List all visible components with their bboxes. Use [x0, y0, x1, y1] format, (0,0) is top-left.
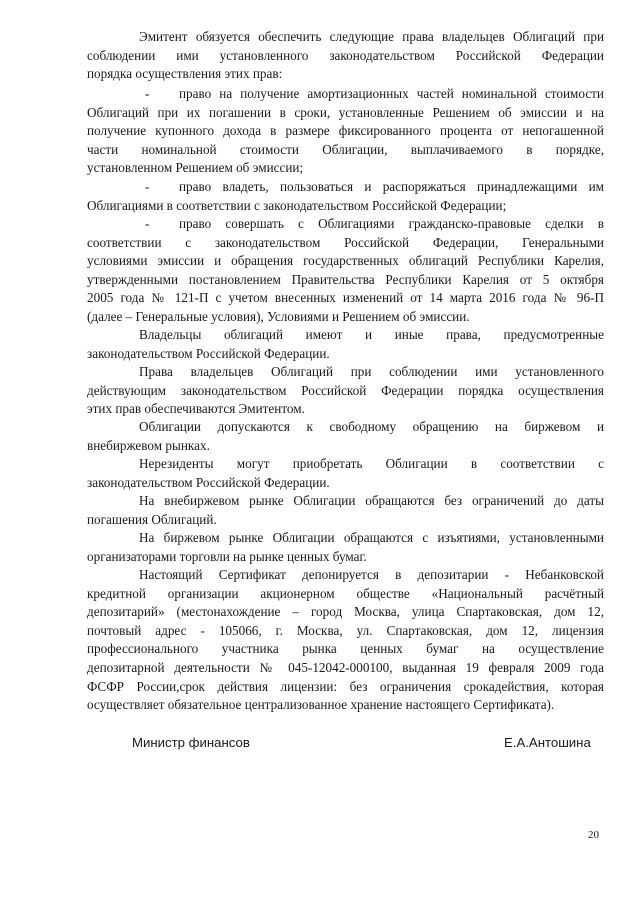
text-line: право на получение амортизационных частей номинальной стоимости [179, 86, 604, 101]
text-line: профессионального участника рынка ценных бумаг на осуществление [87, 641, 604, 657]
text-line: кредитной организации акционерном обществе «Национальный расчётный [87, 585, 604, 601]
signature-name: Е.А.Антошина [504, 735, 591, 750]
text-line: организаторами торговли на рынке ценных бумаг. [87, 548, 367, 564]
text-line: соответствии с законодательством Российской Федерации, Генеральными [87, 234, 604, 250]
text-line: Нерезиденты могут приобретать Облигации в соответствии с [139, 456, 604, 471]
text-line: почтовый адрес - 105066, г. Москва, ул. Спартаковская, дом 12, лицензия [87, 622, 604, 638]
text-line: На биржевом рынке Облигации обращаются с изъятиями, установленными [139, 530, 604, 545]
paragraph-other-rights [87, 326, 604, 363]
text-line: получение купонного дохода в размере фиксированного процента от непогашенной [87, 123, 604, 139]
list-item-transactions-right [87, 215, 604, 327]
paragraph-free-circulation [87, 418, 604, 455]
paragraph-exchange-market [87, 529, 604, 566]
list-item-ownership-right [87, 178, 604, 215]
text-line: Облигации допускаются к свободному обращению на биржевом и [139, 419, 604, 434]
paragraph-depository [87, 566, 604, 715]
paragraph-otc-market [87, 492, 604, 529]
page-number: 20 [588, 829, 599, 841]
list-bullet: - [145, 216, 150, 231]
text-line: утвержденными постановлением Правительства Республики Карелия от 5 октября [87, 271, 604, 287]
text-line: ФСФР России,срок действия лицензии: без ограничения срокадействия, которая [87, 678, 604, 694]
text-line: право совершать с Облигациями гражданско-правовые сделки в [179, 216, 604, 231]
text-line: этих прав обеспечиваются Эмитентом. [87, 401, 305, 417]
text-line: Эмитент обязуется обеспечить следующие права владельцев Облигаций при [139, 29, 604, 44]
text-line: осуществляет обязательное централизованное хранение настоящего Сертификата). [87, 697, 555, 713]
text-line: Облигаций при их погашении в сроки, установленные Решением об эмиссии и на [87, 104, 604, 120]
text-line: соблюдении ими установленного законодательством Российской Федерации [87, 47, 604, 63]
text-line: установленном Решением об эмиссии; [87, 160, 304, 176]
text-line: законодательством Российской Федерации. [87, 345, 330, 361]
signature-title: Министр финансов [132, 735, 250, 750]
text-line: действующим законодательством Российской Федерации порядка осуществления [87, 382, 604, 398]
text-line: 2005 года № 121-П с учетом внесенных изменений от 14 марта 2016 года № 96-П [87, 290, 604, 306]
text-line: внебиржевом рынках. [87, 437, 210, 453]
paragraph-rights-intro [87, 28, 604, 84]
text-line: порядка осуществления этих прав: [87, 66, 283, 82]
text-line: депозитарий» (местонахождение – город Москва, улица Спартаковская, дом 12, [87, 604, 604, 620]
text-line: условиями эмиссии и обращения государственных облигаций Республики Карелия, [87, 253, 604, 269]
text-line: Владельцы облигаций имеют и иные права, предусмотренные [139, 327, 604, 342]
paragraph-rights-ensured [87, 363, 604, 419]
text-line: Настоящий Сертификат депонируется в депозитарии - Небанковской [139, 567, 604, 582]
list-bullet: - [145, 179, 150, 194]
list-item-amortization-right [87, 85, 604, 178]
text-line: части номинальной стоимости Облигации, выплачиваемого в порядке, [87, 141, 604, 157]
text-line: (далее – Генеральные условия), Условиями и Решением об эмиссии. [87, 308, 470, 324]
text-line: На внебиржевом рынке Облигации обращаются без ограничений до даты [139, 493, 604, 508]
text-line: Права владельцев Облигаций при соблюдении ими установленного [139, 364, 604, 379]
text-line: погашения Облигаций. [87, 511, 217, 527]
text-line: право владеть, пользоваться и распоряжаться принадлежащими им [179, 179, 604, 194]
text-line: Облигациями в соответствии с законодательством Российской Федерации; [87, 197, 507, 213]
paragraph-nonresidents [87, 455, 604, 492]
text-line: депозитарной деятельности № 045-12042-000100, выданная 19 февраля 2009 года [87, 659, 604, 675]
text-line: законодательством Российской Федерации. [87, 474, 330, 490]
list-bullet: - [145, 86, 150, 101]
